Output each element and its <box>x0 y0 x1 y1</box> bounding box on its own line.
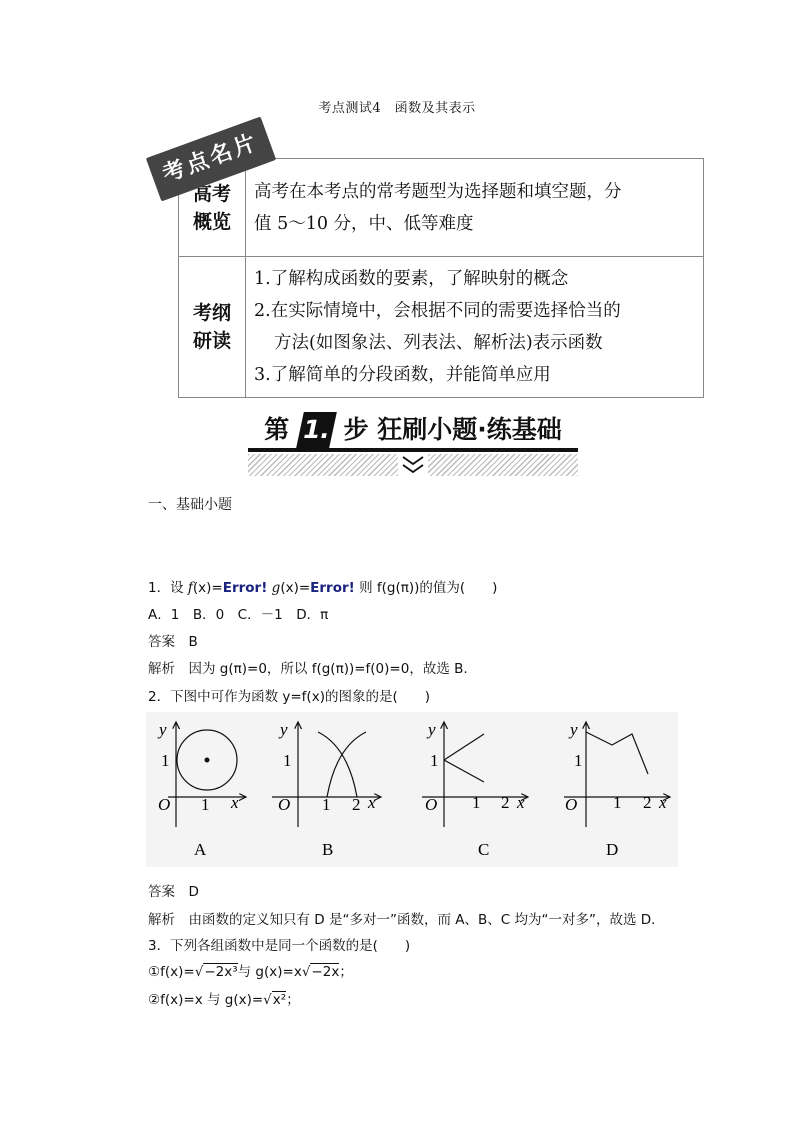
error-placeholder: Error! <box>222 580 268 596</box>
graph-a-x: x <box>231 793 239 812</box>
graph-b-origin: O <box>278 795 291 814</box>
q3-item-2: ②f(x)=x 与 g(x)=√x²； <box>148 992 300 1008</box>
table-content-overview: 高考在本考点的常考题型为选择题和填空题，分 值 5～10 分，中、低等难度 <box>246 159 704 257</box>
banner-prefix: 第 <box>264 415 290 444</box>
graph-b-x: x <box>368 793 376 812</box>
table-header-overview: 高考 概览 <box>179 159 246 257</box>
q1-analysis: 解析 因为 g(π)=0，所以 f(g(π))=f(0)=0，故选 B. <box>148 661 468 677</box>
q3-stem: 3．下列各组函数中是同一个函数的是( ) <box>148 938 411 954</box>
table-content-syllabus: 1.了解构成函数的要素，了解映射的概念 2.在实际情境中，会根据不同的需要选择恰当的 方法(如图象法、列表法、解析法)表示函数 3.了解简单的分段函数，并能简单应用 <box>246 257 704 398</box>
graph-a-y: y <box>159 720 167 739</box>
section-title: 一、基础小题 <box>148 497 232 513</box>
graph-c-x: x <box>517 793 525 812</box>
graph-b-y: y <box>280 720 288 739</box>
q1-options: A．1 B．0 C．－1 D．π <box>148 607 329 623</box>
graph-c-origin: O <box>425 795 438 814</box>
double-chevron-down-icon <box>398 454 428 476</box>
graph-d-x: x <box>659 793 667 812</box>
graph-c <box>422 720 528 859</box>
graph-b <box>272 720 381 859</box>
graph-b-x-one: 1 <box>322 795 331 814</box>
graph-d-x-two: 2 <box>643 793 652 812</box>
table-header-syllabus: 考纲 研读 <box>179 257 246 398</box>
topic-card-stamp: 考点名片 <box>146 117 276 202</box>
graph-a-origin: O <box>158 795 171 814</box>
graph-d-x-one: 1 <box>613 793 622 812</box>
info-table <box>178 158 704 398</box>
step-banner <box>248 412 578 476</box>
q2-figure <box>146 712 678 867</box>
graph-d <box>564 720 670 859</box>
graph-b-x-two: 2 <box>352 795 361 814</box>
graph-a-x-one: 1 <box>201 795 210 814</box>
graph-d-y: y <box>570 720 578 739</box>
graph-c-x-one: 1 <box>472 793 481 812</box>
graph-d-origin: O <box>565 795 578 814</box>
caption-a: A <box>194 840 207 859</box>
error-placeholder: Error! <box>310 580 355 596</box>
q2-answer: 答案 D <box>148 884 199 900</box>
banner-step-number: 1. <box>296 412 337 448</box>
page-header-title: 考点测试4 函数及其表示 <box>318 101 476 116</box>
graph-c-y: y <box>428 720 436 739</box>
graph-a-one: 1 <box>161 751 170 770</box>
q3-item-1: ①f(x)=√−2x³与 g(x)=x√−2x； <box>148 964 353 980</box>
caption-b: B <box>322 840 334 859</box>
q2-analysis: 解析 由函数的定义知只有 D 是“多对一”函数，而 A、B、C 均为“一对多”，故选 D. <box>148 912 656 928</box>
q1-stem: 1．设 f(x)=Error! g(x)=Error! 则 f(g(π))的值为( ) <box>148 580 498 596</box>
q1-answer: 答案 B <box>148 634 198 650</box>
banner-underline <box>248 448 578 452</box>
caption-c: C <box>478 840 490 859</box>
banner-suffix: 步 狂刷小题·练基础 <box>343 415 562 444</box>
q2-stem: 2．下图中可作为函数 y=f(x)的图象的是( ) <box>148 689 430 705</box>
banner-chevron-area <box>398 454 428 476</box>
caption-d: D <box>606 840 619 859</box>
graph-d-one: 1 <box>574 751 583 770</box>
graph-c-one: 1 <box>430 751 439 770</box>
graph-b-one: 1 <box>283 751 292 770</box>
graph-a <box>157 720 246 859</box>
graph-c-x-two: 2 <box>501 793 510 812</box>
function-graphs <box>146 712 678 867</box>
